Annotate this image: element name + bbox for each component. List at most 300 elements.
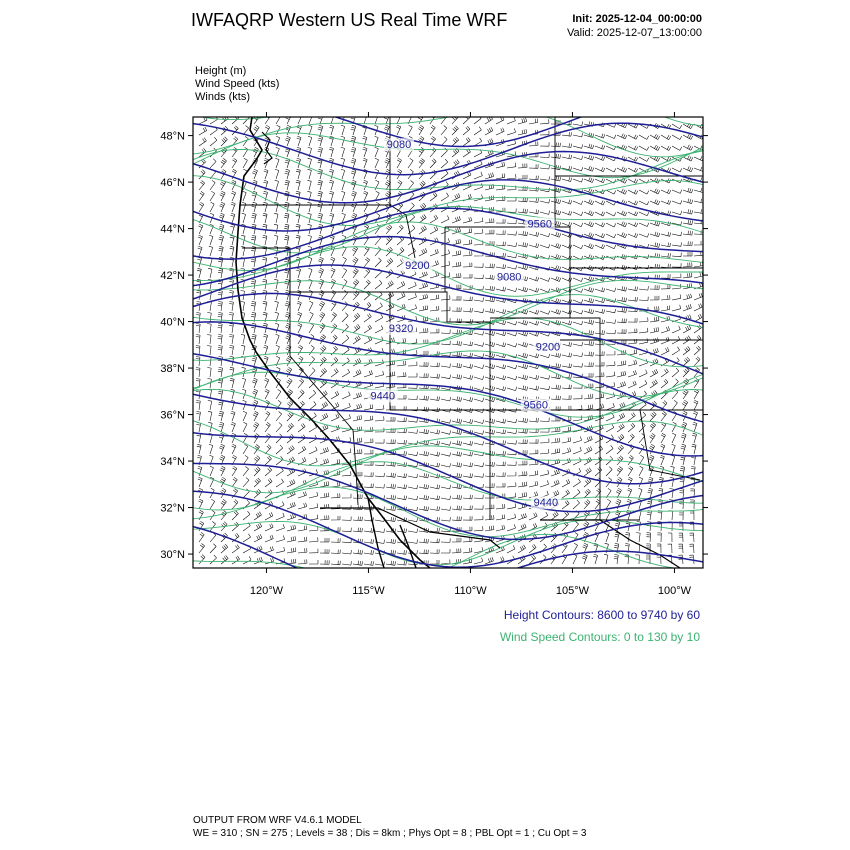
wind-barb [452,419,462,424]
wind-barb [199,127,207,135]
wind-barb [419,305,428,311]
wind-barb [231,411,236,421]
wind-barb [230,378,234,388]
wind-barb [287,479,295,487]
wind-barb [463,342,473,346]
wind-barb [606,168,616,172]
wind-barb [408,418,417,422]
wind-barb [529,481,538,487]
wind-barb [320,459,329,465]
wind-barb [595,288,605,293]
wind-barb [397,484,407,488]
wind-barb [463,452,473,456]
wind-barb [615,532,620,542]
wind-barb [637,510,641,520]
wind-barb [573,447,581,454]
wind-barb [243,478,249,487]
wind-barb [657,533,661,542]
wind-barb [419,214,426,223]
wind-barb [463,364,473,368]
wind-barb [595,362,604,366]
wind-barb [276,445,283,454]
wind-barb [430,192,437,201]
wind-barb [650,369,658,377]
wind-barb [397,372,406,377]
wind-barb [485,505,494,509]
wind-barb [661,189,671,193]
wind-barb [551,199,561,204]
wind-barb [287,525,296,531]
wind-barb [331,313,337,323]
wind-barb [287,559,296,564]
wind-barb [628,349,637,355]
wind-barb [573,167,583,171]
wind-barb [551,176,561,181]
wind-barb [430,528,439,532]
wind-barb [331,268,336,278]
wind-barb [661,433,666,443]
wind-barb [672,146,682,150]
wind-barb [296,268,300,278]
wind-barb [529,418,538,422]
wind-barb [595,456,602,465]
wind-barb [595,435,603,443]
wind-barb [650,317,659,322]
wind-barb [540,375,550,379]
wind-barb [605,532,609,542]
wind-barb [606,190,616,194]
wind-barb [639,370,647,377]
wind-barb [441,318,450,322]
wind-barb [276,468,283,477]
wind-barb [441,517,450,521]
wind-barb [474,172,482,179]
wind-barb [419,373,428,377]
wind-barb [529,439,538,443]
wind-barb [243,147,248,157]
wind-barb [474,441,484,445]
wind-barb [330,213,334,223]
wind-barb [658,511,662,520]
wind-barb [606,510,610,520]
wind-barb [219,235,224,245]
field-label-winds: Winds (kts) [195,91,250,103]
wind-barb [353,280,359,290]
wind-barb [683,262,692,267]
wind-barb [353,268,359,278]
wind-barb [474,420,484,424]
wind-barb [518,492,527,498]
wind-barb [210,544,216,553]
wind-barb [584,276,594,281]
wind-barb [507,117,515,124]
wind-barb [452,250,461,256]
wind-barb [430,226,438,234]
wind-barb [254,534,262,542]
wind-barb [364,269,370,278]
wind-barb [595,156,605,160]
wind-barb [265,434,271,444]
wind-barb [661,285,670,289]
wind-barb [397,473,407,477]
wind-barb [408,452,418,456]
wind-barb [551,480,559,487]
wind-barb [452,363,462,368]
wind-barb [221,511,227,521]
wind-barb [683,188,693,193]
wind-barb [595,372,604,377]
wind-barb [242,378,246,388]
wind-barb [430,452,440,456]
wind-barb [208,400,212,410]
wind-barb [562,211,572,216]
wind-barb [408,485,418,489]
wind-barb [342,279,347,289]
wind-barb [452,440,462,445]
wind-barb [318,125,323,135]
wind-barb [573,479,581,487]
wind-barb [562,222,572,226]
wind-barb [540,199,550,203]
wind-barb [518,471,527,476]
wind-barb [364,416,373,421]
wind-barb [672,124,682,129]
wind-barb [584,457,592,465]
wind-barb [364,528,374,532]
wind-barb [507,365,517,369]
wind-barb [672,242,682,246]
lon-label: 105°W [555,585,590,597]
wind-barb [386,258,393,267]
wind-barb [529,210,539,214]
wind-barb [286,356,292,366]
wind-barb [452,430,462,435]
wind-contour-legend: Wind Speed Contours: 0 to 130 by 10 [499,630,700,644]
wind-barb [351,191,356,201]
wind-barb [319,279,324,289]
wind-barb [463,527,472,531]
wind-barb [496,386,506,390]
wind-barb [220,202,225,212]
lat-label: 34°N [160,456,185,469]
wind-barb [207,346,211,355]
wind-barb [679,511,683,520]
wind-barb [309,323,314,333]
wind-barb [199,138,206,146]
wind-barb [353,313,360,322]
wind-barb [364,550,374,554]
wind-barb [617,445,624,454]
wind-barb [221,544,228,553]
wind-barb [331,493,340,498]
wind-barb [692,444,696,454]
wind-barb [375,325,383,333]
wind-barb [384,114,389,124]
wind-barb [694,357,700,366]
wind-barb [584,394,593,399]
lon-label: 120°W [249,585,284,597]
wind-barb [353,257,359,267]
wind-barb [430,441,440,445]
wind-barb [275,301,279,311]
wind-barb [441,193,449,201]
wind-barb [230,224,234,234]
wind-barb [540,470,549,476]
wind-barb [298,379,304,388]
wind-barb [661,411,667,421]
wind-barb [694,272,703,278]
wind-barb [648,488,653,498]
wind-barb [683,273,692,278]
wind-barb [617,211,627,216]
wind-barb [199,170,205,179]
wind-barb [320,515,329,520]
wind-barb [232,545,239,553]
wind-barb [430,560,439,564]
wind-barb [463,251,472,256]
wind-barb [220,191,225,201]
wind-barb [254,115,260,125]
wind-barb [617,319,626,323]
wind-barb [694,293,702,300]
wind-barb [661,369,668,377]
wind-barb [353,528,362,532]
wind-barb [551,396,560,400]
wind-barb [639,212,649,216]
wind-barb [496,128,504,135]
wind-barb [562,342,572,346]
wind-barb [309,401,316,410]
wind-barb [263,202,267,212]
wind-barb [208,268,212,278]
wind-barb [285,169,290,179]
wind-barb [342,550,351,554]
wind-barb [690,500,694,509]
wind-barb [441,560,450,565]
wind-barb [219,411,224,421]
wind-barb [672,305,681,311]
wind-barb [485,275,495,280]
wind-barb [251,301,256,311]
wind-barb [529,471,538,476]
wind-barb [353,404,362,410]
wind-barb [309,368,315,377]
wind-barb [584,144,594,149]
wind-barb [507,493,516,498]
wind-barb [507,524,516,531]
wind-barb [364,314,371,323]
wind-barb [628,423,635,432]
wind-barb [276,513,284,520]
wind-barb [452,239,461,245]
wind-barb [562,353,572,357]
wind-barb [672,444,676,454]
wind-barb [263,334,267,344]
wind-barb [430,215,438,223]
wind-barb [507,265,517,269]
wind-barb [628,233,638,238]
wind-barb [364,359,372,366]
wind-barb [463,473,473,477]
wind-barb [529,119,538,125]
wind-barb [690,533,694,542]
wind-barb [296,169,300,179]
wind-barb [419,351,428,355]
wind-barb [606,361,615,366]
wind-barb [430,496,440,500]
wind-barb [584,478,591,487]
wind-barb [397,395,406,399]
wind-barb [573,437,582,444]
wind-barb [562,511,569,520]
wind-barb [584,468,591,476]
wind-barb [507,174,516,179]
wind-barb [209,246,213,256]
wind-barb [397,496,407,500]
wind-barb [606,245,616,249]
wind-barb [331,279,336,289]
wind-barb [650,221,660,226]
wind-barb [584,436,592,443]
wind-barb [419,328,428,333]
wind-barb [253,422,259,432]
wind-barb [584,155,594,160]
wind-barb [452,262,461,267]
wind-barb [243,422,247,432]
wind-barb [529,198,539,202]
wind-barb [617,371,626,377]
wind-barb [298,491,307,498]
wind-barb [485,557,493,564]
wind-barb [285,301,290,311]
wind-barb [231,422,236,432]
wind-barb [430,329,439,333]
wind-barb [595,212,605,217]
wind-barb [318,136,323,146]
wind-barb [251,213,256,223]
wind-barb [584,341,594,346]
wind-barb [342,539,351,543]
wind-barb [198,235,203,245]
wind-barb [408,518,418,522]
wind-barb [276,412,282,422]
height-contour-label: 9440 [370,390,395,403]
lat-label: 44°N [160,223,185,236]
lat-label: 46°N [160,177,185,190]
wind-barb [661,274,670,278]
wind-barb [474,229,483,234]
wind-barb [318,202,323,212]
wind-barb [573,156,583,160]
wind-barb [551,154,561,159]
wind-barb [363,114,367,124]
wind-barb [198,477,202,487]
wind-barb [397,281,405,289]
wind-barb [265,512,273,520]
wind-barb [529,321,539,325]
wind-barb [573,300,583,304]
wind-barb [441,137,447,146]
wind-barb [397,561,406,565]
wind-barb [199,532,204,542]
wind-barb [221,555,228,564]
wind-barb [657,544,661,553]
wind-barb [243,191,247,201]
wind-barb [276,524,285,531]
wind-barb [463,137,470,146]
wind-barb [430,430,440,434]
wind-barb [419,473,429,478]
wind-barb [229,291,233,301]
wind-barb [617,286,627,291]
wind-barb [595,233,605,238]
wind-barb [441,397,451,401]
wind-barb [276,114,281,124]
wind-barb [309,345,314,355]
wind-barb [419,362,428,366]
wind-barb [229,302,233,312]
wind-barb [309,515,318,520]
wind-barb [452,126,458,135]
wind-barb [518,418,528,423]
wind-barb [672,135,682,140]
wind-barb [386,484,396,489]
wind-barb [243,511,250,520]
wind-barb [264,345,268,355]
wind-barb [386,281,393,289]
wind-barb [364,484,373,488]
map-title: IWFAQRP Western US Real Time WRF [191,10,508,30]
wind-barb [672,433,676,443]
wind-barb [628,201,638,206]
wind-barb [318,180,323,190]
wind-barb [639,190,649,194]
wind-barb [474,505,483,509]
wind-barb [496,375,506,379]
wind-barb [463,375,473,379]
wind-speed-contour-line [180,446,716,493]
wind-barb [694,199,704,203]
wind-barb [430,396,440,400]
wind-barb [232,126,238,135]
wind-barb [351,158,356,168]
wind-barb [627,488,631,498]
wind-barb [331,550,340,554]
wind-barb [661,264,670,268]
wind-barb [672,294,681,300]
wind-barb [672,368,679,377]
wind-barb [264,378,269,388]
wind-barb [507,288,517,292]
wind-barb [606,288,616,292]
wind-barb [463,495,472,499]
wind-barb [276,434,282,443]
wind-barb [243,411,247,421]
wind-barb [617,222,627,227]
wind-barb [209,235,213,245]
wind-barb [210,191,215,201]
wind-barb [242,213,246,223]
wind-barb [573,353,583,357]
wind-barb [683,304,691,311]
wind-barb [639,317,648,322]
wind-barb [375,247,381,256]
wind-barb [595,201,605,206]
wind-barb [617,477,623,487]
wind-barb [628,434,634,443]
wind-barb [298,537,307,542]
wind-barb [595,134,605,139]
